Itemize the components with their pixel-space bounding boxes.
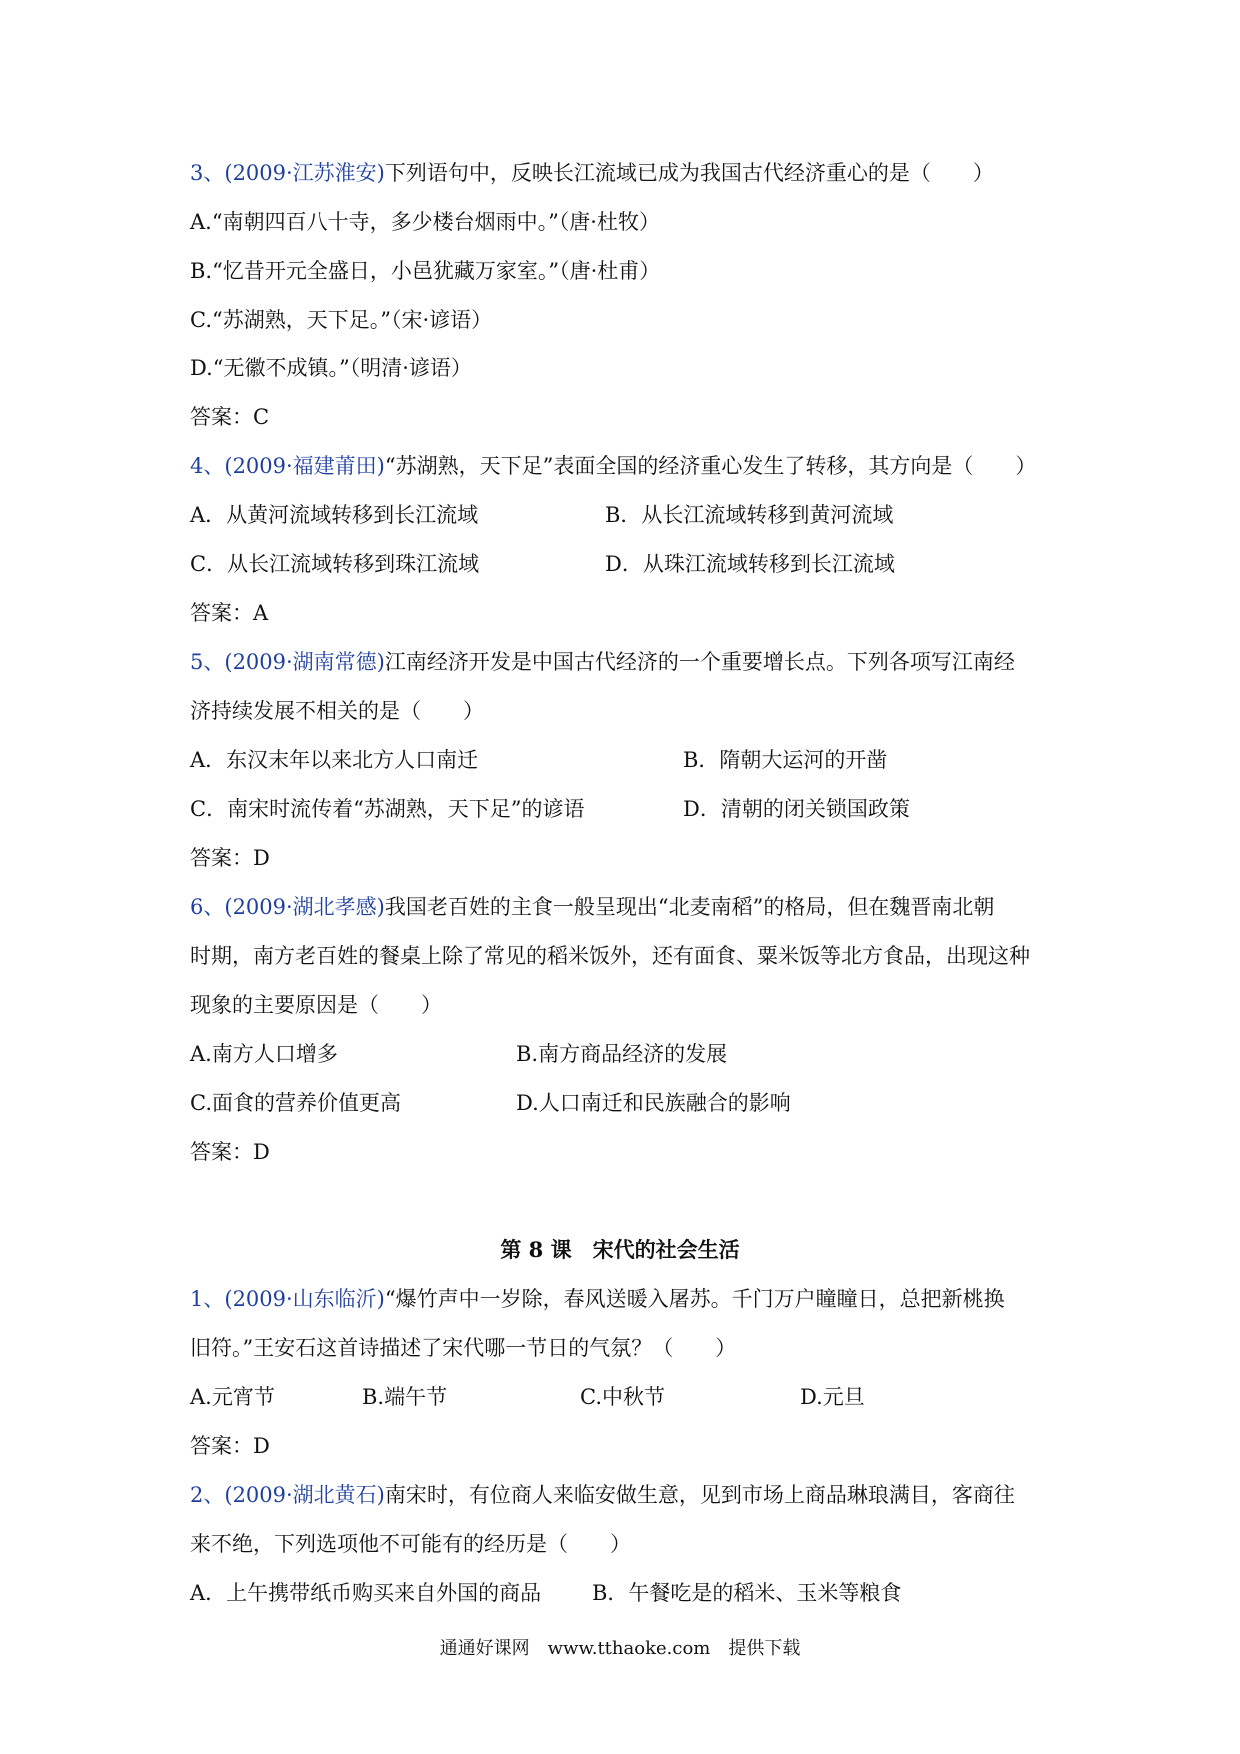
question-5-source: (2009·湖南常德) (224, 650, 385, 674)
question-5-option-row-2 (190, 794, 1070, 824)
lesson-8-question-2-number: 2、 (190, 1483, 225, 1507)
lesson-8-question-2-options (190, 1578, 1070, 1608)
lesson-8-question-1-source: (2009·山东临沂) (224, 1287, 385, 1311)
question-3-text: 下列语句中，反映长江流域已成为我国古代经济重心的是（ ） (384, 161, 994, 185)
question-4-option-b: B．从长江流域转移到黄河流域 (605, 503, 894, 527)
lesson-8-question-2-stem (190, 1480, 1070, 1510)
lesson-8-question-1-number: 1、 (190, 1287, 225, 1311)
lesson-8-question-1-answer: 答案：D (190, 1434, 270, 1458)
question-3-option-c: C.“苏湖熟，天下足。”（宋·谚语） (190, 308, 493, 332)
lesson-8-question-1-option-d: D.元旦 (800, 1385, 865, 1409)
question-6-number: 6、 (190, 895, 225, 919)
lesson-8-question-2-option-a: A．上午携带纸币购买来自外国的商品 (190, 1581, 542, 1605)
lesson-8-question-1-option-a: A.元宵节 (190, 1385, 275, 1409)
question-6-text-line-3: 现象的主要原因是（ ） (190, 993, 442, 1017)
question-5-option-a: A．东汉末年以来北方人口南迁 (190, 748, 479, 772)
question-5-answer: 答案：D (190, 846, 270, 870)
question-6-answer: 答案：D (190, 1140, 270, 1164)
question-4-source: (2009·福建莆田) (224, 454, 385, 478)
question-4-option-a: A．从黄河流域转移到长江流域 (190, 503, 479, 527)
question-5-option-b: B．隋朝大运河的开凿 (683, 748, 888, 772)
question-4-stem (190, 451, 1070, 481)
question-6-stem (190, 892, 1070, 922)
question-3-answer: 答案：C (190, 405, 270, 429)
question-4-number: 4、 (190, 454, 225, 478)
question-4-option-c: C．从长江流域转移到珠江流域 (190, 552, 480, 576)
question-5-text-line-1: 江南经济开发是中国古代经济的一个重要增长点。下列各项写江南经 (384, 650, 1015, 674)
question-3-number: 3、 (190, 161, 225, 185)
lesson-8-question-2-text-line-2: 来不绝，下列选项他不可能有的经历是（ ） (190, 1532, 631, 1556)
lesson-8-question-2-option-b: B．午餐吃是的稻米、玉米等粮食 (592, 1581, 902, 1605)
question-5-option-c: C．南宋时流传着“苏湖熟，天下足”的谚语 (190, 797, 585, 821)
question-6-option-d: D.人口南迁和民族融合的影响 (516, 1091, 791, 1115)
question-5-option-d: D．清朝的闭关锁国政策 (683, 797, 910, 821)
question-4-option-row-2 (190, 549, 1070, 579)
question-4-option-d: D．从珠江流域转移到长江流域 (605, 552, 895, 576)
question-6-option-a: A.南方人口增多 (190, 1042, 338, 1066)
question-3-option-d: D.“无徽不成镇。”（明清·谚语） (190, 356, 472, 380)
lesson-8-question-1-option-b: B.端午节 (362, 1385, 448, 1409)
question-5-text-line-2: 济持续发展不相关的是（ ） (190, 699, 484, 723)
question-3-stem (190, 158, 1070, 188)
lesson-8-question-1-text-line-1: “爆竹声中一岁除，春风送暖入屠苏。千门万户瞳瞳日，总把新桃换 (384, 1287, 1005, 1311)
lesson-8-question-1-option-c: C.中秋节 (580, 1385, 665, 1409)
lesson-8-question-1-stem (190, 1284, 1070, 1314)
question-6-text-line-2: 时期，南方老百姓的餐桌上除了常见的稻米饭外，还有面食、粟米饭等北方食品，出现这种 (190, 944, 1030, 968)
question-5-stem (190, 647, 1070, 677)
page-footer: 通通好课网 www.tthaoke.com 提供下载 (439, 1638, 801, 1659)
question-3-source: (2009·江苏淮安) (224, 161, 385, 185)
lesson-8-question-2-text-line-1: 南宋时，有位商人来临安做生意，见到市场上商品琳琅满目，客商往 (384, 1483, 1015, 1507)
question-4-answer: 答案：A (190, 601, 269, 625)
question-6-option-row-2 (190, 1088, 1070, 1118)
question-5-option-row-1 (190, 745, 1070, 775)
lesson-8-question-2-source: (2009·湖北黄石) (224, 1483, 385, 1507)
question-4-text: “苏湖熟，天下足”表面全国的经济重心发生了转移，其方向是（ ） (384, 454, 1037, 478)
question-3-option-b: B.“忆昔开元全盛日，小邑犹藏万家室。”（唐·杜甫） (190, 259, 661, 283)
question-6-option-b: B.南方商品经济的发展 (516, 1042, 728, 1066)
question-5-number: 5、 (190, 650, 225, 674)
lesson-8-question-1-text-line-2: 旧符。”王安石这首诗描述了宋代哪一节日的气氛？（ ） (190, 1336, 737, 1360)
question-6-source: (2009·湖北孝感) (224, 895, 385, 919)
question-6-option-c: C.面食的营养价值更高 (190, 1091, 401, 1115)
question-3-option-a: A.“南朝四百八十寺，多少楼台烟雨中。”（唐·杜牧） (190, 210, 660, 234)
lesson-8-question-1-options (190, 1382, 1070, 1412)
question-6-option-row-1 (190, 1039, 1070, 1069)
question-4-option-row-1 (190, 500, 1070, 530)
lesson-8-heading: 第 8 课 宋代的社会生活 (500, 1237, 740, 1262)
question-6-text-line-1: 我国老百姓的主食一般呈现出“北麦南稻”的格局，但在魏晋南北朝 (384, 895, 995, 919)
